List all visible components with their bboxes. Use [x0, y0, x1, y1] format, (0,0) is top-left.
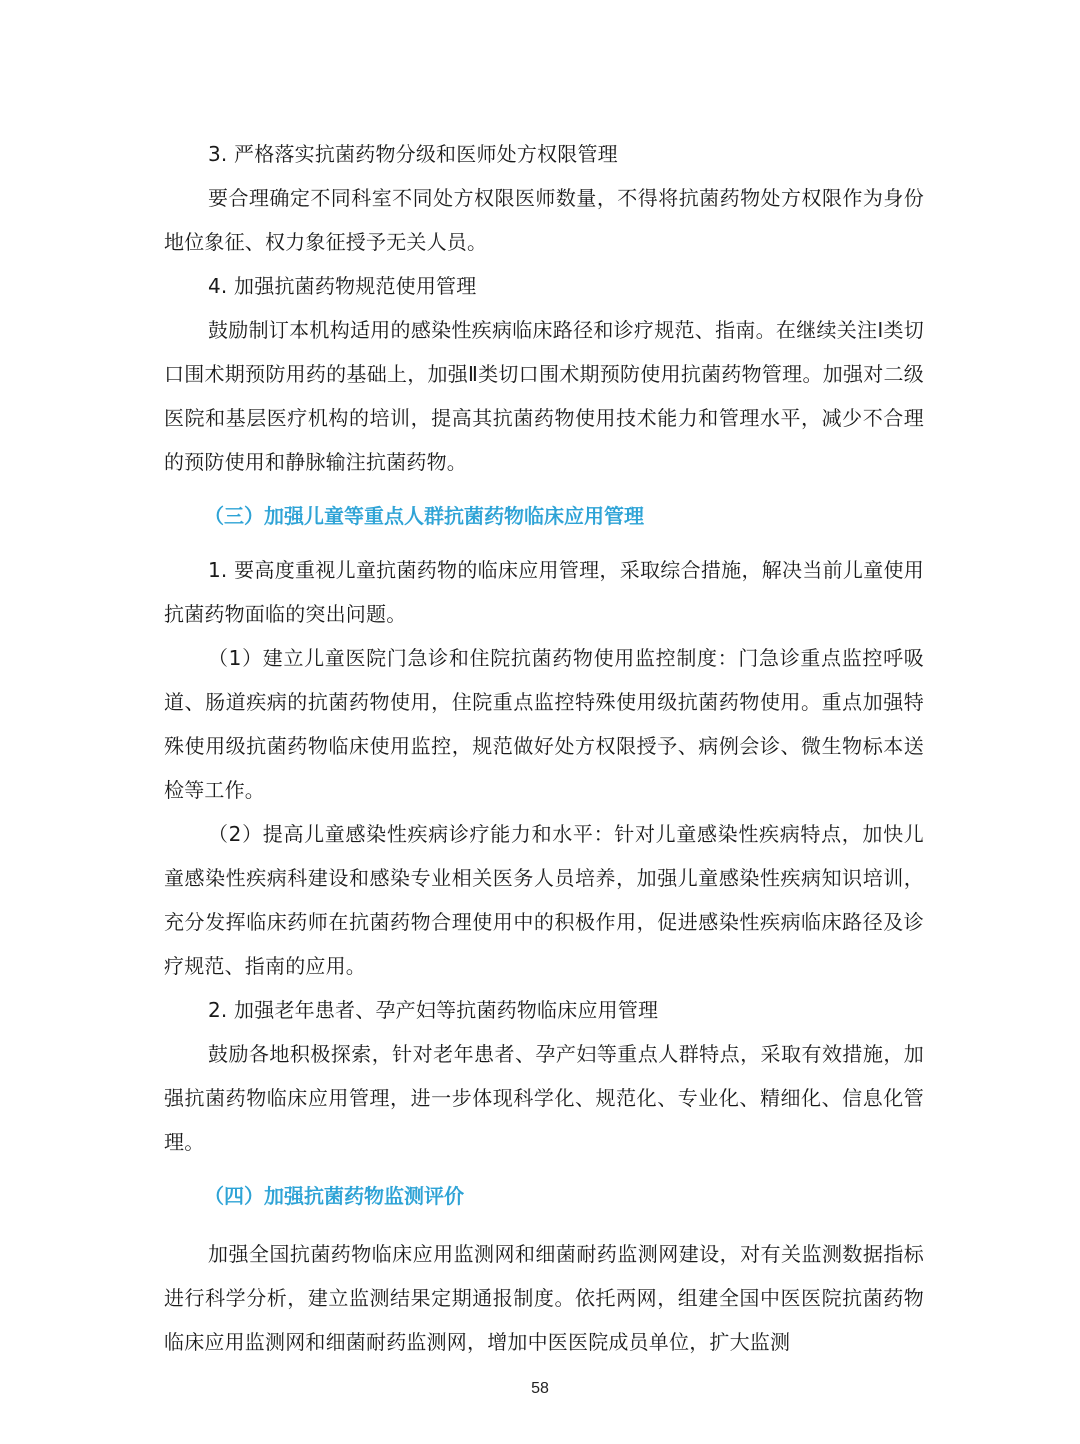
- spacer: [164, 1218, 924, 1232]
- spacer: [164, 484, 924, 494]
- paragraph-children-monitoring: （1）建立儿童医院门急诊和住院抗菌药物使用监控制度：门急诊重点监控呼吸道、肠道疾病的抗菌药物使用，住院重点监控特殊使用级抗菌药物使用。重点加强特殊使用级抗菌药物临床使用监控，规范做好处方权限授予、病例会诊、微生物标本送检等工作。: [164, 646, 924, 802]
- paragraph-elderly-pregnant: 鼓励各地积极探索，针对老年患者、孕产妇等重点人群特点，采取有效措施，加强抗菌药物临床应用管理，进一步体现科学化、规范化、专业化、精细化、信息化管理。: [164, 1042, 924, 1154]
- paragraph-children-management: 1. 要高度重视儿童抗菌药物的临床应用管理，采取综合措施，解决当前儿童使用抗菌药物面临的突出问题。: [164, 558, 924, 626]
- item-heading-elderly: 2. 加强老年患者、孕产妇等抗菌药物临床应用管理: [208, 998, 659, 1022]
- paragraph-monitoring-network: 加强全国抗菌药物临床应用监测网和细菌耐药监测网建设，对有关监测数据指标进行科学分析，建立监测结果定期通报制度。依托两网，组建全国中医医院抗菌药物临床应用监测网和细菌耐药监测网，增加中医医院成员单位，扩大监测: [164, 1242, 924, 1354]
- page-number: 58: [531, 1380, 549, 1397]
- item-heading-3: 3. 严格落实抗菌药物分级和医师处方权限管理: [208, 142, 618, 166]
- spacer: [164, 538, 924, 548]
- section-heading-4: （四）加强抗菌药物监测评价: [204, 1184, 464, 1208]
- item-heading-4: 4. 加强抗菌药物规范使用管理: [208, 274, 477, 298]
- paragraph-standard-use: 鼓励制订本机构适用的感染性疾病临床路径和诊疗规范、指南。在继续关注Ⅰ类切口围术期预防用药的基础上，加强Ⅱ类切口围术期预防使用抗菌药物管理。加强对二级医院和基层医疗机构的培训，提高其抗菌药物使用技术能力和管理水平，减少不合理的预防使用和静脉输注抗菌药物。: [164, 318, 924, 474]
- section-heading-3: （三）加强儿童等重点人群抗菌药物临床应用管理: [204, 504, 644, 528]
- paragraph-prescription-authority: 要合理确定不同科室不同处方权限医师数量，不得将抗菌药物处方权限作为身份地位象征、权力象征授予无关人员。: [164, 186, 924, 254]
- document-body: [164, 132, 924, 1364]
- spacer: [164, 1164, 924, 1174]
- paragraph-children-capability: （2）提高儿童感染性疾病诊疗能力和水平：针对儿童感染性疾病特点，加快儿童感染性疾病科建设和感染专业相关医务人员培养，加强儿童感染性疾病知识培训，充分发挥临床药师在抗菌药物合理使用中的积极作用，促进感染性疾病临床路径及诊疗规范、指南的应用。: [164, 822, 924, 978]
